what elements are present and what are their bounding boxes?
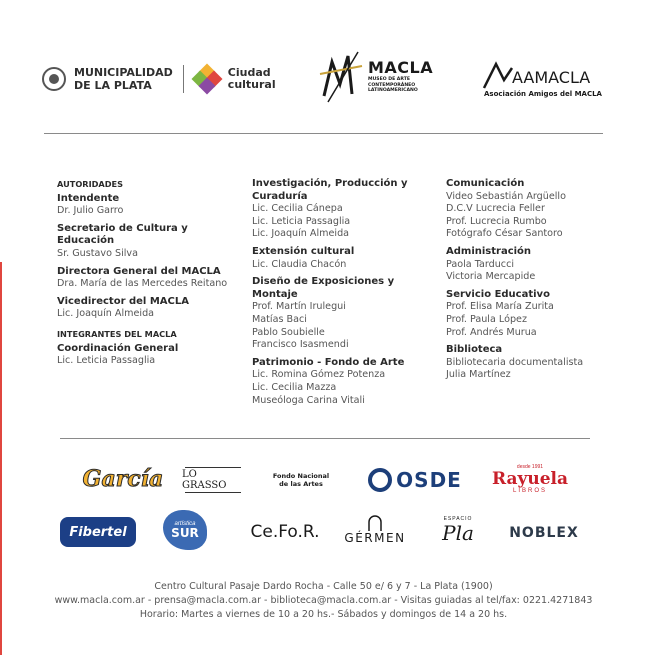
- credit-name: Francisco Isasmendi: [252, 339, 349, 351]
- artistica-sur-logo: artística SUR: [162, 508, 208, 552]
- ciudad-line1: Ciudad: [227, 66, 271, 79]
- footer-contacts: www.macla.com.ar - prensa@macla.com.ar - biblioteca@macla.com.ar - Visitas guiadas al tel/fax: 0221.4271843: [54, 595, 593, 606]
- credit-name: Julia Martínez: [446, 369, 511, 381]
- credit-name: Pablo Soubielle: [252, 326, 325, 338]
- credit-section: [57, 296, 237, 321]
- credit-section: [252, 276, 432, 352]
- fibertel-logo: Fibertel: [58, 515, 138, 549]
- lograsso-logo: LO GRASSO: [182, 466, 244, 494]
- credit-section: [252, 357, 432, 407]
- top-divider: [44, 133, 603, 134]
- municipalidad-logo: [42, 63, 276, 95]
- credit-heading: Vicedirector del MACLA: [57, 295, 189, 307]
- aamacla-subtitle: Asociación Amigos del MACLA: [484, 90, 602, 98]
- credit-name: Lic. Leticia Passaglia: [252, 215, 351, 227]
- credit-name: Prof. Elisa María Zurita: [446, 301, 554, 313]
- credit-name: Prof. Andrés Murua: [446, 326, 537, 338]
- noblex-logo: NOBLEX: [509, 525, 579, 541]
- fondo-nacional-logo: Fondo Nacional de las Artes: [272, 472, 330, 488]
- muni-line2: DE LA PLATA: [74, 79, 152, 92]
- credit-name: Prof. Lucrecia Rumbo: [446, 215, 547, 227]
- credit-name: Dr. Julio Garro: [57, 205, 124, 217]
- section-caption: AUTORIDADES: [57, 179, 124, 189]
- osde-circle-icon: [368, 468, 392, 492]
- garcia-logo: García: [82, 466, 164, 492]
- cefor-logo: Ce.Fo.R.: [250, 522, 320, 542]
- espacio-pla-logo: ESPACIO Pla: [442, 516, 474, 545]
- macla-title: MACLA: [368, 58, 434, 77]
- credit-name: Fotógrafo César Santoro: [446, 228, 563, 240]
- macla-emblem-icon: [318, 44, 368, 108]
- credit-name: Prof. Paula López: [446, 313, 527, 325]
- credit-section: [446, 344, 616, 382]
- credit-name: Bibliotecaria documentalista: [446, 356, 584, 368]
- credit-name: Lic. Joaquín Almeida: [57, 308, 155, 320]
- credit-heading: Investigación, Producción y Curaduría: [252, 178, 408, 202]
- credit-name: Lic. Romina Gómez Potenza: [252, 369, 386, 381]
- credit-name: Museóloga Carina Vitali: [252, 394, 365, 406]
- credit-heading: Directora General del MACLA: [57, 265, 221, 277]
- credit-name: Prof. Martín Irulegui: [252, 301, 346, 313]
- macla-subtitle: MUSEO DE ARTE CONTEMPORÁNEO LATINOAMERICANO: [368, 77, 418, 93]
- credit-heading: Patrimonio - Fondo de Arte: [252, 356, 405, 368]
- credit-name: Paola Tarducci: [446, 258, 515, 270]
- germen-arch-icon: [366, 515, 384, 531]
- credit-section: [446, 289, 616, 339]
- credits-column-1: [57, 178, 237, 373]
- credit-section: [57, 266, 237, 291]
- credit-section: [446, 178, 616, 241]
- credit-section: [252, 246, 432, 271]
- credit-name: Dra. María de las Mercedes Reitano: [57, 278, 228, 290]
- seal-icon: [42, 67, 66, 91]
- aamacla-title: AAMACLA: [512, 68, 591, 87]
- credit-name: Lic. Leticia Passaglia: [57, 355, 156, 367]
- osde-logo: OSDE: [360, 464, 470, 496]
- credit-name: D.C.V Lucrecia Feller: [446, 203, 545, 215]
- credit-name: Victoria Mercapide: [446, 271, 536, 283]
- credit-name: Matías Baci: [252, 313, 307, 325]
- credit-heading: Extensión cultural: [252, 245, 355, 257]
- credit-name: Lic. Claudia Chacón: [252, 258, 347, 270]
- aamacla-logo: [478, 58, 608, 102]
- credit-heading: Secretario de Cultura y Educación: [57, 222, 188, 247]
- credit-heading: Coordinación General: [57, 342, 179, 354]
- credit-name: Sr. Gustavo Silva: [57, 247, 138, 259]
- credit-section: [57, 223, 237, 261]
- credit-heading: Intendente: [57, 192, 120, 204]
- credit-name: Lic. Cecilia Cánepa: [252, 203, 343, 215]
- credits-column-3: [446, 178, 616, 387]
- credit-heading: Diseño de Exposiciones y Montaje: [252, 276, 395, 300]
- divider: [183, 65, 184, 93]
- ciudad-line2: cultural: [227, 78, 276, 91]
- credit-section: [57, 343, 237, 368]
- ciudad-cultural-icon: [194, 66, 220, 92]
- footer-address: Centro Cultural Pasaje Dardo Rocha - Calle 50 e/ 6 y 7 - La Plata (1900): [154, 581, 493, 592]
- muni-line1: MUNICIPALIDAD: [74, 66, 173, 79]
- credit-heading: Servicio Educativo: [446, 288, 550, 300]
- credit-name: Lic. Joaquín Almeida: [252, 228, 350, 240]
- credit-section: [446, 246, 616, 284]
- macla-logo: [318, 44, 448, 108]
- credit-heading: Comunicación: [446, 178, 525, 189]
- rayuela-logo: desde 1991 Rayuela LIBROS: [491, 464, 569, 494]
- credit-name: Lic. Cecilia Mazza: [252, 381, 337, 393]
- germen-logo: GÉRMEN: [340, 512, 410, 548]
- footer-hours: Horario: Martes a viernes de 10 a 20 hs.- Sábados y domingos de 14 a 20 hs.: [139, 609, 508, 620]
- credits-column-2: [252, 178, 432, 412]
- credit-section: [252, 178, 432, 241]
- credit-heading: Biblioteca: [446, 344, 503, 356]
- credit-heading: Administración: [446, 245, 532, 257]
- credit-section: [57, 193, 237, 218]
- section-caption: INTEGRANTES DEL MACLA: [57, 328, 177, 339]
- bottom-divider: [60, 438, 590, 439]
- credit-name: Video Sebastián Argüello: [446, 190, 566, 202]
